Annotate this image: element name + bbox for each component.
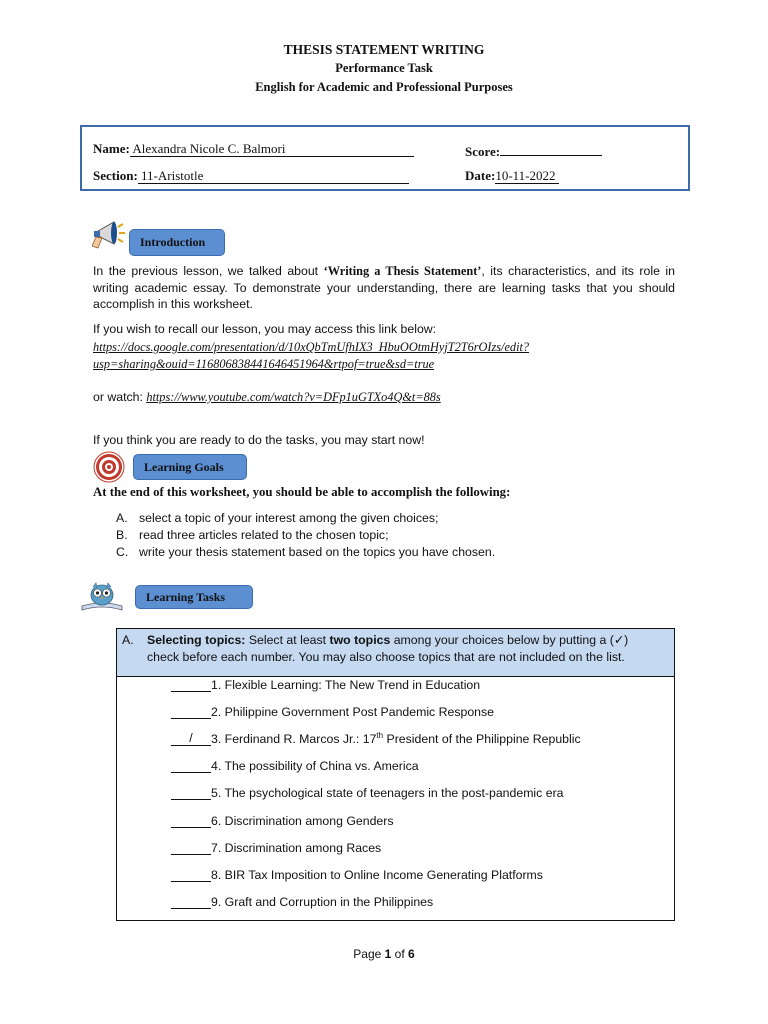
topic-number: 5. (211, 786, 222, 800)
intro-text-a: In the previous lesson, we talked about (93, 264, 324, 278)
page-number: 1 (384, 947, 392, 961)
page-subtitle: Performance Task (335, 61, 433, 75)
intro-text-b: , its characteristics, and its role in writing academic essay. To demonstrate your understanding, there are learning tasks that you should accomplish in this worksheet. (93, 264, 675, 311)
topic-row[interactable] (171, 840, 381, 855)
slides-link[interactable] (93, 339, 675, 372)
topic-text: Flexible Learning: The New Trend in Education (221, 678, 481, 692)
topic-number: 9. (211, 895, 222, 909)
topics-table-header (117, 629, 674, 677)
student-info-box (80, 125, 690, 191)
topic-text: Philippine Government Post Pandemic Response (221, 705, 494, 719)
topic-number: 2. (211, 705, 222, 719)
topic-checkbox[interactable] (171, 704, 211, 719)
topic-checkbox[interactable] (171, 813, 211, 828)
slides-link-line2[interactable]: usp=sharing&ouid=116806838441646451964&rtpof=true&sd=true (93, 356, 435, 371)
topic-text: The psychological state of teenagers in the post-pandemic era (221, 786, 564, 800)
intro-text-bold: ‘Writing a Thesis Statement’ (323, 264, 482, 278)
topic-checkbox[interactable]: / (171, 731, 211, 746)
topic-row[interactable] (171, 894, 433, 909)
topics-table (116, 628, 675, 921)
ready-text: If you think you are ready to do the tasks, you may start now! (93, 433, 425, 447)
topic-row[interactable] (171, 677, 480, 692)
check-mark-icon: ✓ (613, 633, 625, 647)
date-field[interactable]: 10-11-2022 (495, 168, 559, 183)
topic-row[interactable] (171, 731, 581, 746)
goal-item-c (116, 545, 495, 559)
topic-text: The possibility of China vs. America (221, 759, 419, 773)
task-instruction-line2: check before each number. You may also choose topics that are not included on the list. (147, 650, 625, 664)
goal-text: read three articles related to the chosen topic; (139, 528, 389, 542)
goal-letter: B. (116, 528, 128, 542)
of-word: of (391, 947, 409, 961)
topic-superscript: th (376, 731, 384, 740)
topic-row[interactable] (171, 813, 394, 828)
topic-number: 3. (211, 732, 222, 747)
youtube-link[interactable]: https://www.youtube.com/watch?v=DFp1uGTXo4Q&t=88s (146, 390, 441, 404)
task-bold-label: Selecting topics: (147, 633, 246, 647)
task-instruction-line1 (147, 633, 628, 647)
section-label: Section: (93, 168, 138, 183)
topic-row[interactable] (171, 867, 543, 882)
date-row (465, 167, 559, 185)
recall-text: If you wish to recall our lesson, you may access this link below: (93, 322, 437, 336)
topic-row[interactable] (171, 704, 494, 719)
score-field[interactable] (500, 140, 602, 156)
page-word: Page (353, 947, 385, 961)
goal-item-a (116, 511, 438, 525)
topic-text: BIR Tax Imposition to Online Income Generating Platforms (221, 868, 543, 882)
topic-checkbox[interactable] (171, 867, 211, 882)
topic-checkbox[interactable] (171, 894, 211, 909)
topic-text: Ferdinand R. Marcos Jr.: 17 (221, 732, 377, 747)
goal-text: select a topic of your interest among the given choices; (139, 511, 439, 525)
topic-checkbox[interactable] (171, 785, 211, 800)
task-letter: A. (122, 633, 134, 647)
learning-goals-badge: Learning Goals (133, 454, 247, 480)
score-row (465, 140, 602, 161)
section-row (93, 167, 409, 185)
introduction-badge: Introduction (129, 229, 225, 256)
topic-checkbox[interactable] (171, 758, 211, 773)
topic-number: 4. (211, 759, 222, 773)
name-row (93, 140, 414, 158)
page-title: THESIS STATEMENT WRITING (283, 42, 485, 57)
topic-number: 6. (211, 814, 222, 828)
watch-row (93, 389, 675, 406)
goal-letter: A. (116, 511, 128, 525)
owl-book-icon (80, 582, 124, 612)
task-text: among your choices below by putting a ( (390, 633, 614, 647)
task-text: Select at least (245, 633, 330, 647)
task-bold-emph: two topics (329, 633, 391, 647)
section-field[interactable]: 11-Aristotle (138, 168, 409, 184)
topic-number: 7. (211, 841, 222, 855)
intro-paragraph (93, 263, 675, 313)
page-total: 6 (408, 947, 415, 961)
topic-text: Graft and Corruption in the Philippines (221, 895, 434, 909)
megaphone-icon (92, 218, 126, 250)
topic-number: 1. (211, 678, 222, 692)
goal-item-b (116, 528, 389, 542)
target-icon (93, 451, 125, 483)
topic-checkbox[interactable] (171, 677, 211, 692)
date-label: Date: (465, 168, 496, 183)
topic-checkbox[interactable] (171, 840, 211, 855)
name-label: Name: (93, 141, 130, 156)
name-field[interactable]: Alexandra Nicole C. Balmori (130, 141, 414, 157)
score-label: Score: (465, 144, 501, 159)
topic-number: 8. (211, 868, 222, 882)
topic-text: Discrimination among Genders (221, 814, 394, 828)
topic-text: Discrimination among Races (221, 841, 382, 855)
topic-text: President of the Philippine Republic (383, 732, 581, 747)
topic-row[interactable] (171, 758, 419, 773)
course-title: English for Academic and Professional Purposes (255, 80, 513, 94)
watch-label: or watch: (93, 390, 147, 404)
topic-row[interactable] (171, 785, 564, 800)
goal-text: write your thesis statement based on the topics you have chosen. (139, 545, 496, 559)
goal-letter: C. (116, 545, 129, 559)
task-text: ) (624, 633, 629, 647)
goals-heading: At the end of this worksheet, you should be able to accomplish the following: (93, 485, 511, 499)
page-footer (0, 947, 768, 961)
learning-tasks-badge: Learning Tasks (135, 585, 253, 609)
slides-link-line1[interactable]: https://docs.google.com/presentation/d/10xQbTmUfhIX3_HbuOOtmHyjT2T6rOIzs/edit? (93, 340, 530, 354)
